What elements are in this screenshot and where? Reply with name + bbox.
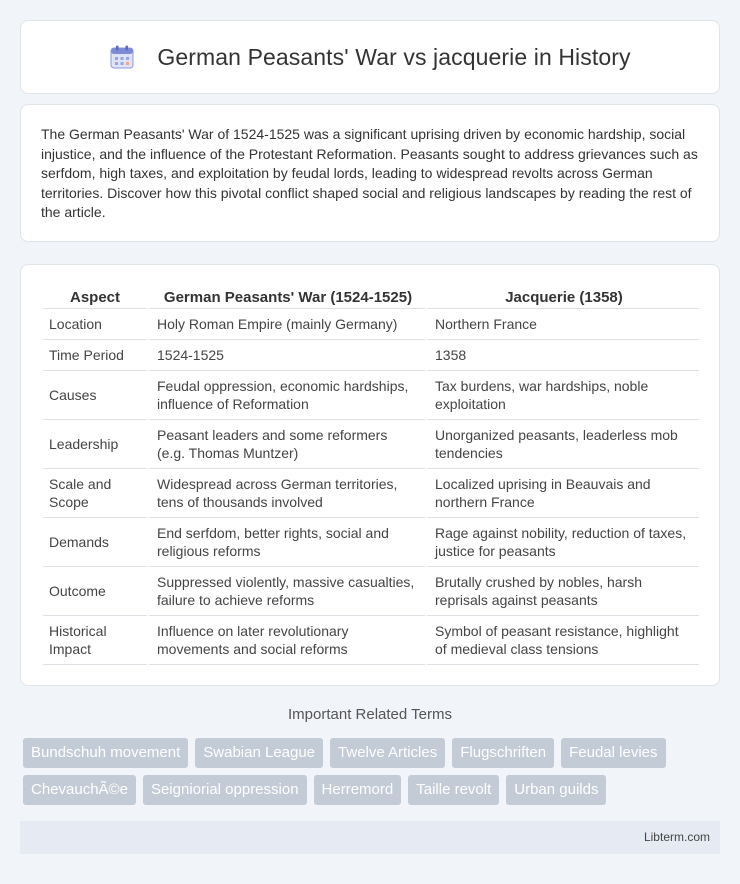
cell-aspect: Demands: [43, 518, 147, 567]
table-row: [43, 567, 699, 616]
cell-german: Influence on later revolutionary movements and social reforms: [147, 616, 425, 665]
cell-german: Holy Roman Empire (mainly Germany): [147, 309, 425, 340]
cell-jacquerie: Localized uprising in Beauvais and northern France: [425, 469, 699, 518]
header-aspect: Aspect: [43, 285, 147, 309]
footer-site-link[interactable]: Libterm.com: [643, 830, 710, 844]
intro-text: The German Peasants' War of 1524-1525 was a significant uprising driven by economic hardship, social injustice, and the influence of the Protestant Reformation. Peasants sought to address grievances such as serfdom, high taxes, and exploitation by feudal lords, leading to widespread revolts across German territories. Discover how this pivotal conflict shaped social and religious landscapes by reading the rest of the article.: [41, 126, 698, 220]
table-row: [43, 340, 699, 371]
related-terms-heading: Important Related Terms: [288, 706, 452, 723]
cell-jacquerie: Tax burdens, war hardships, noble exploitation: [425, 371, 699, 420]
term-tag[interactable]: Seigniorial oppression: [143, 775, 307, 805]
footer: [20, 821, 720, 854]
cell-german: 1524-1525: [147, 340, 425, 371]
cell-aspect: Leadership: [43, 420, 147, 469]
term-tag[interactable]: Feudal levies: [561, 738, 665, 768]
table-row: [43, 420, 699, 469]
header-card: [20, 20, 720, 94]
table-row: [43, 469, 699, 518]
term-tag[interactable]: ChevauchÃ©e: [23, 775, 136, 805]
intro-card: [20, 104, 720, 242]
table-row: [43, 309, 699, 340]
cell-aspect: Scale and Scope: [43, 469, 147, 518]
title-wrap: [109, 44, 630, 71]
table-header-row: [43, 285, 699, 309]
cell-aspect: Location: [43, 309, 147, 340]
cell-aspect: Outcome: [43, 567, 147, 616]
cell-jacquerie: Rage against nobility, reduction of taxes, justice for peasants: [425, 518, 699, 567]
table-row: [43, 518, 699, 567]
cell-jacquerie: Brutally crushed by nobles, harsh reprisals against peasants: [425, 567, 699, 616]
cell-jacquerie: Symbol of peasant resistance, highlight of medieval class tensions: [425, 616, 699, 665]
calendar-icon: [109, 44, 135, 70]
related-terms-section: [20, 706, 720, 805]
cell-aspect: Causes: [43, 371, 147, 420]
cell-german: Feudal oppression, economic hardships, influence of Reformation: [147, 371, 425, 420]
term-tag[interactable]: Taille revolt: [408, 775, 499, 805]
term-tag[interactable]: Flugschriften: [452, 738, 554, 768]
term-tag[interactable]: Herremord: [314, 775, 402, 805]
cell-jacquerie: Northern France: [425, 309, 699, 340]
comparison-table-card: [20, 264, 720, 686]
term-tag[interactable]: Urban guilds: [506, 775, 606, 805]
cell-jacquerie: 1358: [425, 340, 699, 371]
header-german-peasants-war: German Peasants' War (1524-1525): [147, 285, 425, 309]
table-row: [43, 371, 699, 420]
page-title: German Peasants' War vs jacquerie in History: [157, 43, 631, 70]
cell-german: Peasant leaders and some reformers (e.g. Thomas Muntzer): [147, 420, 425, 469]
cell-german: Widespread across German territories, tens of thousands involved: [147, 469, 425, 518]
comparison-table: [43, 285, 699, 665]
term-tag[interactable]: Bundschuh movement: [23, 738, 188, 768]
cell-german: Suppressed violently, massive casualties, failure to achieve reforms: [147, 567, 425, 616]
related-terms-list: [20, 738, 720, 805]
cell-aspect: Time Period: [43, 340, 147, 371]
term-tag[interactable]: Twelve Articles: [330, 738, 445, 768]
cell-aspect: Historical Impact: [43, 616, 147, 665]
cell-german: End serfdom, better rights, social and religious reforms: [147, 518, 425, 567]
header-jacquerie: Jacquerie (1358): [425, 285, 699, 309]
term-tag[interactable]: Swabian League: [195, 738, 323, 768]
table-row: [43, 616, 699, 665]
cell-jacquerie: Unorganized peasants, leaderless mob tendencies: [425, 420, 699, 469]
